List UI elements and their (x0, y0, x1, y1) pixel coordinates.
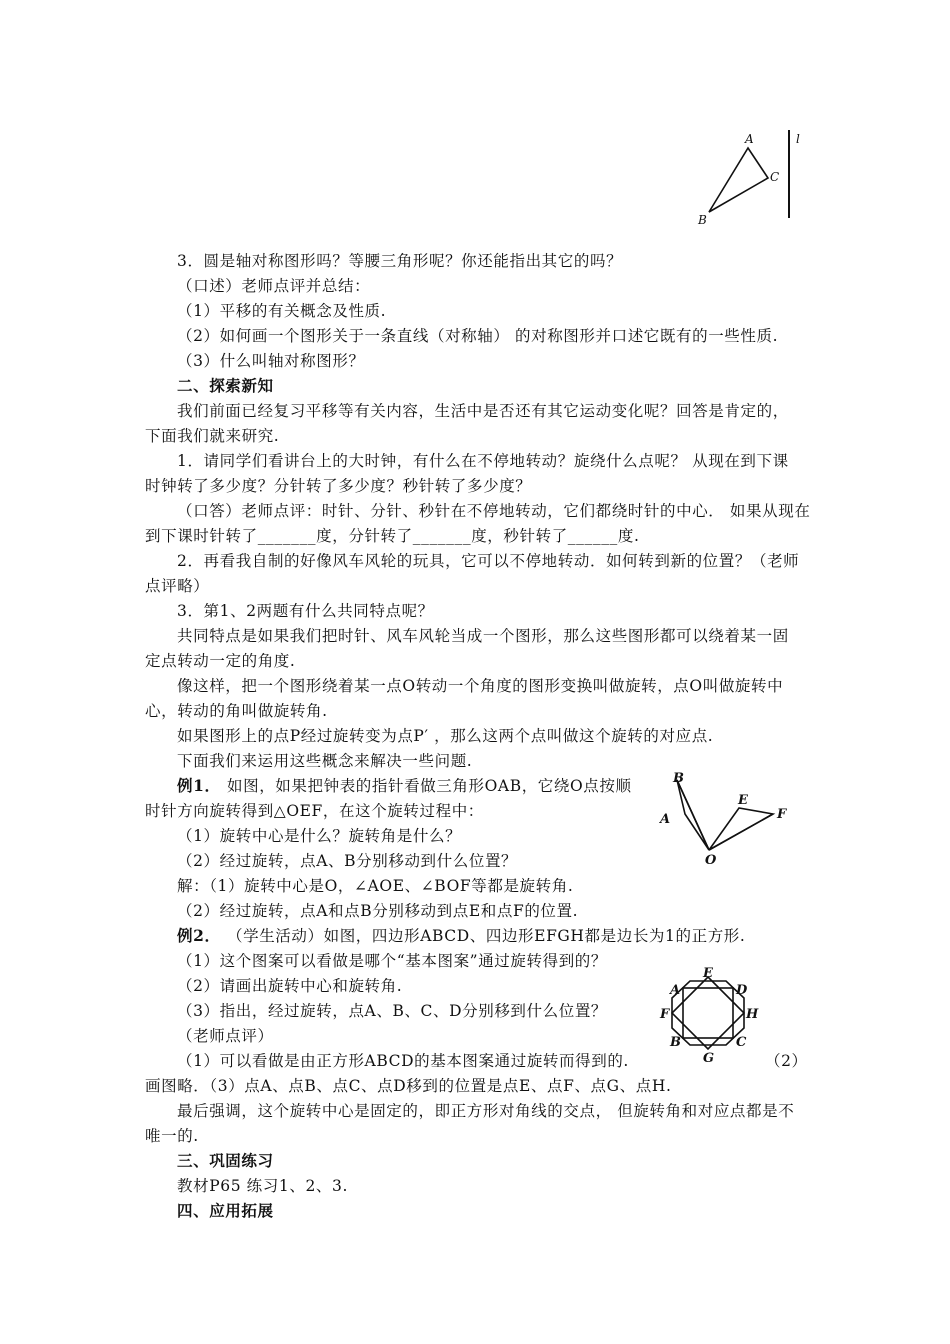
label-c: C (736, 1035, 747, 1050)
label-d: D (736, 983, 748, 998)
label-a: A (670, 983, 681, 998)
text-line-34: （1）可以看做是由正方形ABCD的基本图案通过旋转而得到的. (177, 1052, 629, 1070)
label-b: B (673, 771, 684, 786)
text-line-4: （2）如何画一个图形关于一条直线（对称轴） 的对称图形并口述它既有的一些性质. (177, 327, 779, 345)
text-line-37: 唯一的. (145, 1127, 199, 1145)
text-line-35: 画图略．（3）点A、点B、点C、点D移到的位置是点E、点F、点G、点H. (145, 1077, 672, 1095)
text-line-1: 3．圆是轴对称图形吗？等腰三角形呢？你还能指出其它的吗？ (177, 252, 623, 270)
clock-hands-figure (655, 768, 795, 866)
text-line-20: 如果图形上的点P经过旋转变为点P′ ，那么这两个点叫做这个旋转的对应点. (177, 727, 714, 745)
text-line-10: 时钟转了多少度？分针转了多少度？秒针转了多少度？ (145, 477, 532, 495)
triangle-abc (709, 148, 768, 212)
label-h: H (746, 1007, 759, 1022)
text-line-17: 定点转动一定的角度. (145, 652, 296, 670)
label-b: B (698, 213, 707, 227)
text-line-15: 3．第1、2两题有什么共同特点呢？ (177, 602, 434, 620)
text-line-32: （3）指出，经过旋转，点A、B、C、D分别移到什么位置？ (177, 1002, 608, 1020)
text-line-18: 像这样，把一个图形绕着某一点O转动一个角度的图形变换叫做旋转，点O叫做旋转中 (177, 677, 784, 695)
text-line-21: 下面我们来运用这些概念来解决一些问题. (177, 752, 473, 770)
text-line-26: 解：（1）旋转中心是O，∠AOE、∠BOF等都是旋转角. (177, 877, 574, 895)
text-line-27: （2）经过旋转，点A和点B分别移动到点E和点F的位置. (177, 902, 579, 920)
text-line-11: （口答）老师点评：时针、分针、秒针在不停地转动，它们都绕时针的中心． 如果从现在 (177, 502, 811, 520)
text-line-30: （1）这个图案可以看做是哪个“基本图案”通过旋转得到的？ (177, 952, 608, 970)
text-line-9: 1．请同学们看讲台上的大时钟，有什么在不停地转动？旋绕什么点呢？ 从现在到下课 (177, 452, 789, 470)
example-1-text: 如图，如果把钟表的指针看做三角形OAB，它绕O点按顺 (227, 777, 632, 795)
text-line-14: 点评略） (145, 577, 210, 595)
text-line-39: 教材P65 练习1、2、3. (177, 1177, 348, 1195)
section-heading-3: 三、巩固练习 (177, 1151, 274, 1170)
rotated-squares-figure (658, 966, 760, 1064)
text-line-33: （老师点评） (177, 1027, 274, 1045)
label-e: E (738, 793, 748, 808)
label-f: F (660, 1007, 670, 1022)
text-line-2: （口述）老师点评并总结： (177, 277, 371, 295)
text-line-5: （3）什么叫轴对称图形？ (177, 352, 365, 370)
label-e: E (703, 966, 713, 981)
segment-of (709, 814, 773, 850)
section-heading-2: 二、探索新知 (177, 376, 274, 395)
text-line-19: 心，转动的角叫做旋转角. (145, 702, 328, 720)
label-b: B (670, 1035, 681, 1050)
triangle-figure (690, 126, 810, 228)
text-line-13: 2．再看我自制的好像风车风轮的玩具，它可以不停地转动．如何转到新的位置？（老师 (177, 552, 800, 570)
text-line-12: 到下课时针转了_______度，分针转了_______度，秒针转了______度. (145, 527, 640, 545)
example-2-text: （学生活动）如图，四边形ABCD、四边形EFGH都是边长为1的正方形. (227, 927, 746, 945)
text-line-36: 最后强调，这个旋转中心是固定的，即正方形对角线的交点， 但旋转角和对应点都是不 (177, 1102, 795, 1120)
text-line-23: 时针方向旋转得到△OEF，在这个旋转过程中： (145, 802, 484, 820)
text-line-7: 我们前面已经复习平移等有关内容，生活中是否还有其它运动变化呢？回答是肯定的， (177, 402, 789, 420)
example-1-label: 例1． (177, 776, 221, 795)
label-f: F (777, 807, 787, 822)
section-heading-4: 四、应用拓展 (177, 1201, 274, 1220)
text-line-24: （1）旋转中心是什么？旋转角是什么？ (177, 827, 462, 845)
text-line-34b: （2） (765, 1052, 808, 1070)
text-line-8: 下面我们就来研究. (145, 427, 280, 445)
label-o: O (705, 853, 717, 866)
example-2-label: 例2． (177, 926, 221, 945)
text-line-25: （2）经过旋转，点A、B分别移动到什么位置？ (177, 852, 518, 870)
segment-ob (677, 780, 709, 850)
label-g: G (703, 1051, 715, 1064)
label-a: A (660, 812, 671, 827)
label-l: l (796, 132, 800, 146)
text-line-16: 共同特点是如果我们把时针、风车风轮当成一个图形，那么这些图形都可以绕着某一固 (177, 627, 789, 645)
text-line-3: （1）平移的有关概念及性质. (177, 302, 387, 320)
label-a: A (745, 132, 754, 146)
text-line-31: （2）请画出旋转中心和旋转角. (177, 977, 403, 995)
label-c: C (770, 170, 780, 184)
